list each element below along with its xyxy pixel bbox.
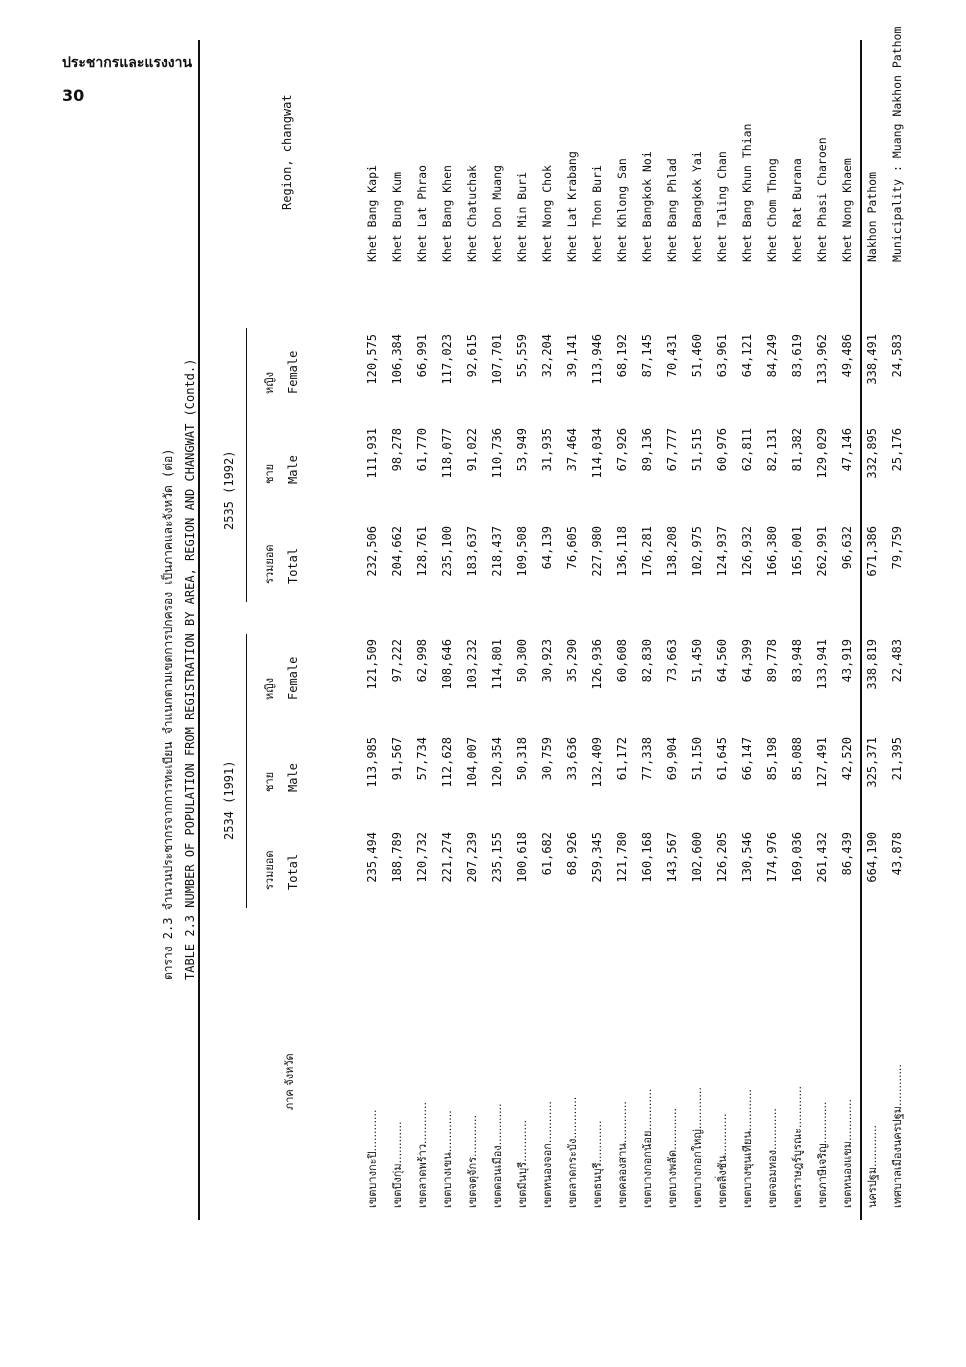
female-1992: 64,121 bbox=[740, 334, 754, 378]
header-male-thai-1991: ชาย bbox=[263, 771, 276, 792]
male-1991: 61,172 bbox=[615, 737, 629, 781]
female-1991: 97,222 bbox=[390, 639, 404, 683]
total-1992: 128,761 bbox=[415, 526, 429, 577]
header-total-1992: Total bbox=[286, 547, 300, 584]
header-male-thai-1992: ชาย bbox=[263, 463, 276, 484]
table-row bbox=[635, 40, 660, 1220]
total-1991: 100,618 bbox=[515, 832, 529, 883]
female-1992: 133,962 bbox=[815, 334, 829, 385]
total-1992: 183,637 bbox=[465, 526, 479, 577]
female-1991: 50,300 bbox=[515, 639, 529, 683]
table-row bbox=[510, 40, 535, 1220]
male-1991: 325,371 bbox=[865, 737, 879, 788]
row-label-thai: เขตคลองสาน............ bbox=[616, 1101, 629, 1208]
total-1992: 136,118 bbox=[615, 526, 629, 577]
total-1991: 143,567 bbox=[665, 832, 679, 883]
total-1992: 124,937 bbox=[715, 526, 729, 577]
row-label-thai: เขตธนบุรี............ bbox=[591, 1120, 604, 1208]
male-1992: 118,077 bbox=[440, 428, 454, 479]
row-label-thai: เขตบางกอกน้อย............ bbox=[641, 1088, 654, 1208]
female-1992: 63,961 bbox=[715, 334, 729, 378]
table-row bbox=[385, 40, 410, 1220]
male-1992: 61,770 bbox=[415, 428, 429, 472]
row-label-thai: เขตบางขุนเทียน............ bbox=[741, 1089, 754, 1208]
female-1991: 43,919 bbox=[840, 639, 854, 683]
total-1991: 160,168 bbox=[640, 832, 654, 883]
table-row bbox=[360, 40, 385, 1220]
row-label-english: Khet Bangkok Yai bbox=[690, 151, 704, 262]
male-1991: 66,147 bbox=[740, 737, 754, 781]
male-1991: 69,904 bbox=[665, 737, 679, 781]
row-label-thai: เขตจตุจักร............ bbox=[466, 1115, 479, 1208]
total-1992: 64,139 bbox=[540, 526, 554, 570]
female-1992: 338,491 bbox=[865, 334, 879, 385]
male-1992: 114,034 bbox=[590, 428, 604, 479]
female-1991: 51,450 bbox=[690, 639, 704, 683]
total-1991: 235,155 bbox=[490, 832, 504, 883]
total-1992: 126,932 bbox=[740, 526, 754, 577]
female-1991: 82,830 bbox=[640, 639, 654, 683]
male-1992: 81,382 bbox=[790, 428, 804, 472]
female-1992: 107,701 bbox=[490, 334, 504, 385]
female-1992: 117,023 bbox=[440, 334, 454, 385]
male-1992: 51,515 bbox=[690, 428, 704, 472]
row-label-english: Khet Taling Chan bbox=[715, 151, 729, 262]
male-1991: 50,318 bbox=[515, 737, 529, 781]
female-1992: 55,559 bbox=[515, 334, 529, 378]
female-1991: 338,819 bbox=[865, 639, 879, 690]
female-1991: 30,923 bbox=[540, 639, 554, 683]
total-1992: 96,632 bbox=[840, 526, 854, 570]
male-1991: 112,628 bbox=[440, 737, 454, 788]
male-1992: 89,136 bbox=[640, 428, 654, 472]
table-row bbox=[735, 40, 760, 1220]
male-1991: 85,198 bbox=[765, 737, 779, 781]
row-label-thai: นครปฐม............ bbox=[866, 1124, 879, 1208]
total-1992: 76,605 bbox=[565, 526, 579, 570]
row-label-thai: เขตลาดกระบัง............ bbox=[566, 1096, 579, 1208]
row-label-thai: เขตบางพลัด............ bbox=[666, 1107, 679, 1208]
header-female-1992: Female bbox=[286, 350, 300, 394]
header-total-1991: Total bbox=[286, 853, 300, 890]
total-1992: 671,386 bbox=[865, 526, 879, 577]
row-label-english: Khet Rat Burana bbox=[790, 158, 804, 262]
female-1991: 114,801 bbox=[490, 639, 504, 690]
female-1992: 87,145 bbox=[640, 334, 654, 378]
female-1991: 73,663 bbox=[665, 639, 679, 683]
total-1991: 664,190 bbox=[865, 832, 879, 883]
female-1991: 62,998 bbox=[415, 639, 429, 683]
row-label-english: Khet Min Buri bbox=[515, 171, 529, 262]
male-1992: 37,464 bbox=[565, 428, 579, 472]
female-1991: 126,936 bbox=[590, 639, 604, 690]
male-1992: 31,935 bbox=[540, 428, 554, 472]
male-1992: 91,022 bbox=[465, 428, 479, 472]
female-1992: 70,431 bbox=[665, 334, 679, 378]
row-label-thai: เขตหนองจอก............ bbox=[541, 1101, 554, 1208]
header-total-thai-1992: รวมยอด bbox=[263, 544, 276, 584]
female-1992: 68,192 bbox=[615, 334, 629, 378]
rotated-table bbox=[160, 26, 904, 1220]
table-row bbox=[410, 40, 435, 1220]
total-1992: 176,281 bbox=[640, 526, 654, 577]
female-1991: 60,608 bbox=[615, 639, 629, 683]
row-label-english: Khet Bang Khen bbox=[440, 165, 454, 262]
male-1991: 61,645 bbox=[715, 737, 729, 781]
male-1992: 82,131 bbox=[765, 428, 779, 472]
male-1991: 104,007 bbox=[465, 737, 479, 788]
total-1991: 68,926 bbox=[565, 832, 579, 876]
header-female-thai-1991: หญิง bbox=[263, 678, 276, 700]
row-label-english: Khet Bung Kum bbox=[390, 171, 404, 262]
table-row bbox=[535, 40, 560, 1220]
row-label-english: Khet Bang Khun Thian bbox=[740, 123, 754, 262]
male-1992: 332,895 bbox=[865, 428, 879, 479]
table-row bbox=[660, 40, 685, 1220]
female-1991: 121,509 bbox=[365, 639, 379, 690]
table-bottom-rule bbox=[860, 40, 862, 1220]
female-1992: 84,249 bbox=[765, 334, 779, 378]
table-row bbox=[685, 40, 710, 1220]
total-1992: 109,508 bbox=[515, 526, 529, 577]
total-1991: 221,274 bbox=[440, 832, 454, 883]
row-label-english: Khet Phasi Charoen bbox=[815, 137, 829, 262]
row-label-english: Khet Don Muang bbox=[490, 165, 504, 262]
header-region-thai: ภาค จังหวัด bbox=[283, 1053, 296, 1110]
female-1991: 103,232 bbox=[465, 639, 479, 690]
header-year-1992: 2535 (1992) bbox=[222, 450, 236, 530]
row-label-thai: เขตบึงกุ่ม............ bbox=[391, 1121, 404, 1208]
table-row bbox=[710, 40, 735, 1220]
female-1992: 83,619 bbox=[790, 334, 804, 378]
male-1992: 111,931 bbox=[365, 428, 379, 479]
table-row bbox=[560, 40, 585, 1220]
total-1992: 218,437 bbox=[490, 526, 504, 577]
female-1991: 133,941 bbox=[815, 639, 829, 690]
total-1991: 126,205 bbox=[715, 832, 729, 883]
row-label-thai: เขตลาดพร้าว............ bbox=[416, 1102, 429, 1208]
header-year-1991: 2534 (1991) bbox=[222, 760, 236, 840]
female-1991: 83,948 bbox=[790, 639, 804, 683]
total-1992: 227,980 bbox=[590, 526, 604, 577]
male-1991: 21,395 bbox=[890, 737, 904, 781]
male-1991: 33,636 bbox=[565, 737, 579, 781]
male-1991: 132,409 bbox=[590, 737, 604, 788]
male-1991: 51,150 bbox=[690, 737, 704, 781]
total-1992: 204,662 bbox=[390, 526, 404, 577]
total-1991: 261,432 bbox=[815, 832, 829, 883]
total-1991: 43,878 bbox=[890, 832, 904, 876]
header-male-1991: Male bbox=[286, 763, 300, 792]
male-1991: 30,759 bbox=[540, 737, 554, 781]
female-1991: 35,290 bbox=[565, 639, 579, 683]
row-label-thai: เขตตลิ่งชัน............ bbox=[716, 1113, 729, 1208]
row-label-thai: เขตจอมทอง............ bbox=[766, 1108, 779, 1208]
header-region-english: Region, changwat bbox=[280, 94, 294, 210]
row-label-thai: เทศบาลเมืองนครปฐม............ bbox=[891, 1064, 904, 1208]
male-1992: 47,146 bbox=[840, 428, 854, 472]
row-label-english: Khet Lat Phrao bbox=[415, 165, 429, 262]
table-row bbox=[860, 40, 885, 1220]
table-row bbox=[760, 40, 785, 1220]
header-total-thai-1991: รวมยอด bbox=[263, 850, 276, 890]
total-1991: 207,239 bbox=[465, 832, 479, 883]
year-1992-rule bbox=[246, 328, 247, 602]
table-body bbox=[360, 26, 910, 1220]
table-row bbox=[835, 40, 860, 1220]
total-1991: 120,732 bbox=[415, 832, 429, 883]
row-label-english: Khet Nong Chok bbox=[540, 165, 554, 262]
table-row bbox=[460, 40, 485, 1220]
male-1992: 62,811 bbox=[740, 428, 754, 472]
female-1992: 49,486 bbox=[840, 334, 854, 378]
female-1991: 89,778 bbox=[765, 639, 779, 683]
total-1991: 169,036 bbox=[790, 832, 804, 883]
row-label-english: Municipality : Muang Nakhon Pathom bbox=[890, 26, 904, 262]
table-row bbox=[785, 40, 810, 1220]
total-1991: 86,439 bbox=[840, 832, 854, 876]
male-1991: 77,338 bbox=[640, 737, 654, 781]
table-row bbox=[610, 40, 635, 1220]
total-1991: 259,345 bbox=[590, 832, 604, 883]
total-1992: 166,380 bbox=[765, 526, 779, 577]
row-label-english: Khet Bang Kapi bbox=[365, 165, 379, 262]
male-1992: 110,736 bbox=[490, 428, 504, 479]
male-1991: 85,088 bbox=[790, 737, 804, 781]
table-caption-thai: ตาราง 2.3 จำนวนประชากรจากการทะเบียน จำแนกตามเขตการปกครอง เป็นภาคและจังหวัด (ต่อ) bbox=[161, 448, 175, 980]
table-row bbox=[885, 26, 910, 1220]
female-1991: 64,399 bbox=[740, 639, 754, 683]
total-1991: 102,600 bbox=[690, 832, 704, 883]
row-label-thai: เขตดอนเมือง............ bbox=[491, 1103, 504, 1208]
total-1992: 79,759 bbox=[890, 526, 904, 570]
running-head: ประชากรและแรงงาน bbox=[62, 55, 193, 71]
total-1991: 130,546 bbox=[740, 832, 754, 883]
header-female-1991: Female bbox=[286, 656, 300, 700]
page-number: 30 bbox=[62, 86, 85, 105]
male-1991: 91,567 bbox=[390, 737, 404, 781]
row-label-thai: เขตหนองแขม............ bbox=[841, 1099, 854, 1208]
row-label-thai: เขตบางกอกใหญ่............ bbox=[691, 1087, 704, 1208]
total-1992: 235,100 bbox=[440, 526, 454, 577]
row-label-thai: เขตบางกะปิ............ bbox=[366, 1109, 379, 1208]
female-1992: 92,615 bbox=[465, 334, 479, 378]
row-label-thai: เขตบางเขน............ bbox=[441, 1110, 454, 1208]
male-1991: 127,491 bbox=[815, 737, 829, 788]
table-row bbox=[810, 40, 835, 1220]
female-1992: 66,991 bbox=[415, 334, 429, 378]
year-1991-rule bbox=[246, 634, 247, 908]
row-label-english: Khet Khlong San bbox=[615, 158, 629, 262]
male-1992: 25,176 bbox=[890, 428, 904, 472]
total-1991: 121,780 bbox=[615, 832, 629, 883]
table-row bbox=[485, 40, 510, 1220]
table-row bbox=[435, 40, 460, 1220]
row-label-english: Khet Lat Krabang bbox=[565, 151, 579, 262]
row-label-english: Khet Chom Thong bbox=[765, 158, 779, 262]
total-1992: 165,001 bbox=[790, 526, 804, 577]
male-1992: 53,949 bbox=[515, 428, 529, 472]
row-label-english: Khet Chatuchak bbox=[465, 165, 479, 262]
female-1992: 51,460 bbox=[690, 334, 704, 378]
total-1991: 188,789 bbox=[390, 832, 404, 883]
total-1991: 235,494 bbox=[365, 832, 379, 883]
row-label-thai: เขตภาษีเจริญ............ bbox=[816, 1101, 829, 1208]
table-captions bbox=[160, 80, 198, 980]
row-label-english: Khet Nong Khaem bbox=[840, 158, 854, 262]
female-1991: 64,560 bbox=[715, 639, 729, 683]
male-1991: 42,520 bbox=[840, 737, 854, 781]
female-1992: 113,946 bbox=[590, 334, 604, 385]
table-row bbox=[585, 40, 610, 1220]
total-1991: 61,682 bbox=[540, 832, 554, 876]
table-caption-english: TABLE 2.3 NUMBER OF POPULATION FROM REGISTRATION BY AREA, REGION AND CHANGWAT (Contd.) bbox=[183, 358, 197, 980]
total-1992: 102,975 bbox=[690, 526, 704, 577]
row-label-english: Nakhon Pathom bbox=[865, 171, 879, 262]
row-label-thai: เขตมีนบุรี............ bbox=[516, 1119, 529, 1208]
male-1992: 67,926 bbox=[615, 428, 629, 472]
male-1992: 60,976 bbox=[715, 428, 729, 472]
header-female-thai-1992: หญิง bbox=[263, 372, 276, 394]
female-1991: 108,646 bbox=[440, 639, 454, 690]
row-label-english: Khet Thon Buri bbox=[590, 165, 604, 262]
total-1992: 232,506 bbox=[365, 526, 379, 577]
female-1992: 120,575 bbox=[365, 334, 379, 385]
female-1992: 24,583 bbox=[890, 334, 904, 378]
female-1992: 39,141 bbox=[565, 334, 579, 378]
female-1992: 32,204 bbox=[540, 334, 554, 378]
total-1992: 262,991 bbox=[815, 526, 829, 577]
male-1991: 57,734 bbox=[415, 737, 429, 781]
table-top-rule bbox=[198, 40, 200, 1220]
row-label-thai: เขตราษฎร์บูรณะ............ bbox=[791, 1085, 804, 1208]
male-1991: 120,354 bbox=[490, 737, 504, 788]
male-1992: 98,278 bbox=[390, 428, 404, 472]
row-label-english: Khet Bangkok Noi bbox=[640, 151, 654, 262]
female-1992: 106,384 bbox=[390, 334, 404, 385]
total-1991: 174,976 bbox=[765, 832, 779, 883]
header-male-1992: Male bbox=[286, 455, 300, 484]
male-1992: 67,777 bbox=[665, 428, 679, 472]
male-1992: 129,029 bbox=[815, 428, 829, 479]
row-label-english: Khet Bang Phlad bbox=[665, 158, 679, 262]
total-1992: 138,208 bbox=[665, 526, 679, 577]
female-1991: 22,483 bbox=[890, 639, 904, 683]
male-1991: 113,985 bbox=[365, 737, 379, 788]
